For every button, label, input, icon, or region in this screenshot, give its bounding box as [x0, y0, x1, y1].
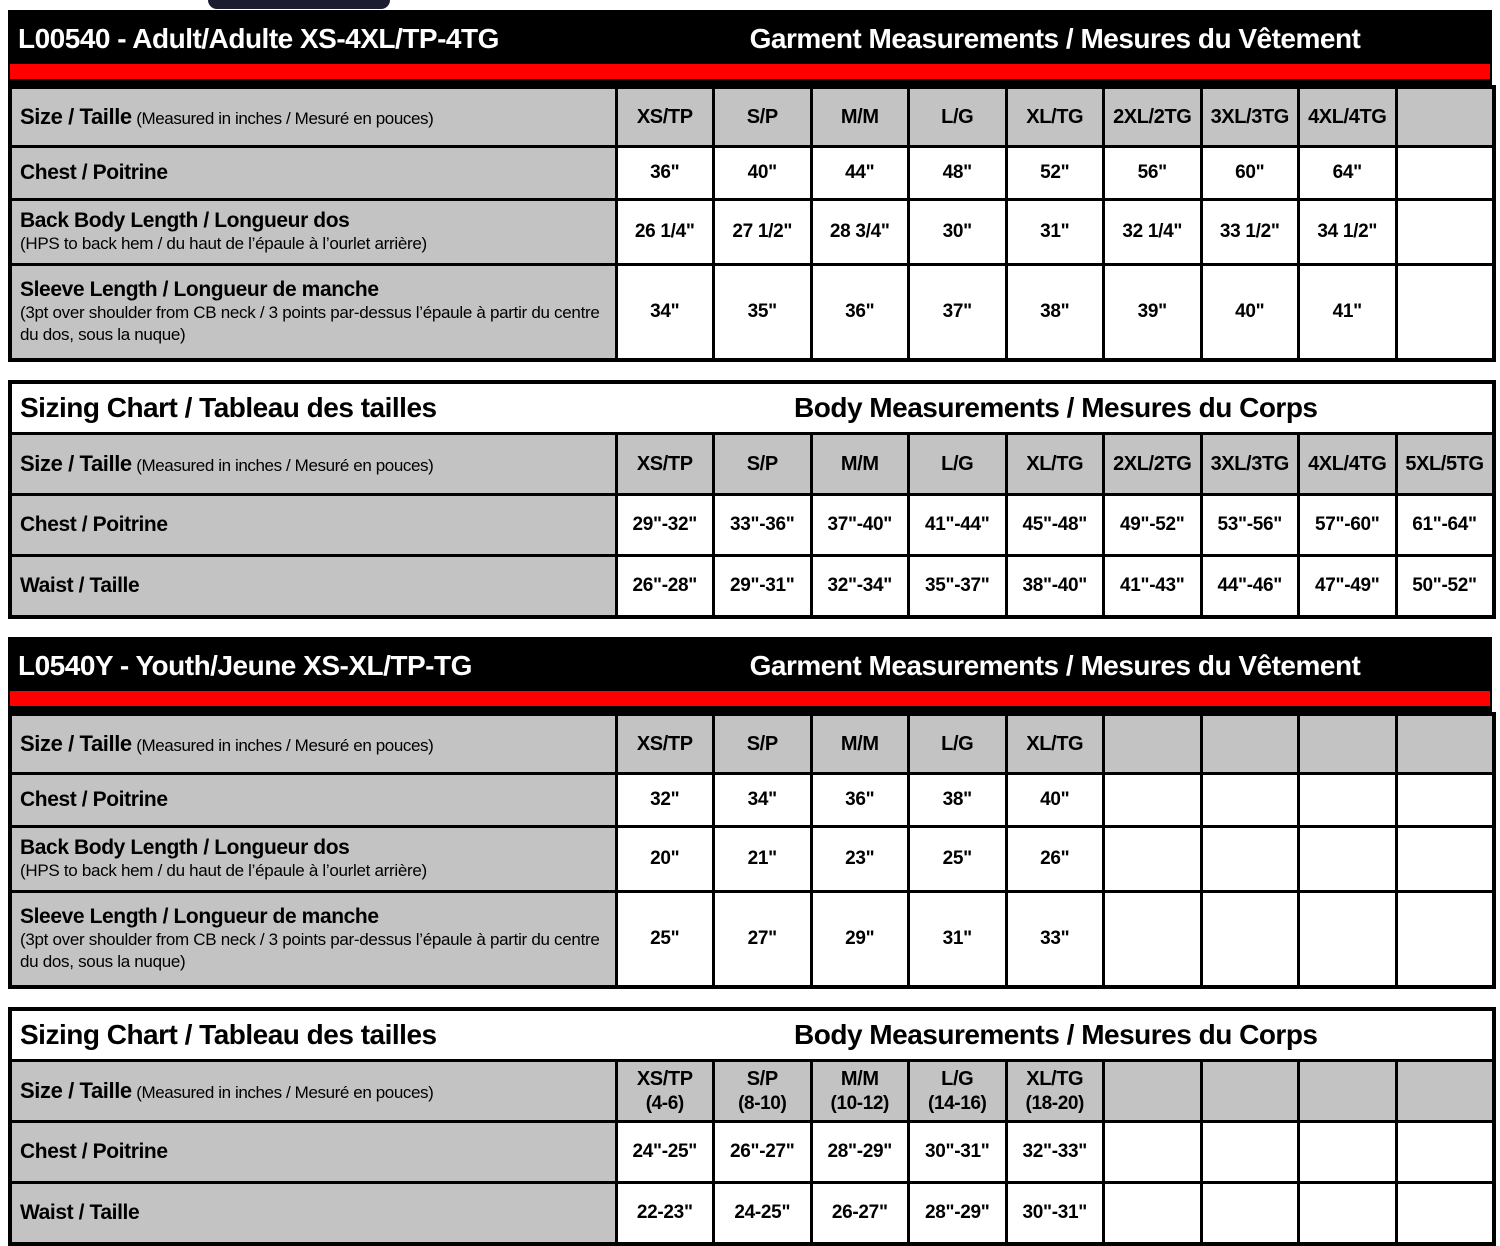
value-cell: 22-23" [616, 1183, 714, 1245]
value-cell [1104, 774, 1202, 827]
value-cell [1396, 265, 1494, 361]
value-cell: 23" [811, 827, 909, 892]
measure-row-2 [10, 827, 1494, 892]
row-label-cell [10, 892, 616, 988]
row-label: Chest / Poitrine [20, 161, 168, 184]
size-col-label: 4XL/4TG [1308, 452, 1387, 475]
value-cell: 49"-52" [1104, 495, 1202, 556]
measure-row-1 [10, 147, 1494, 200]
value-cell: 30"-31" [909, 1122, 1007, 1183]
size-col-header [811, 434, 909, 495]
value-cell [1104, 827, 1202, 892]
measure-row-2 [10, 556, 1494, 618]
size-col-label: M/M [840, 452, 879, 475]
value-cell [1396, 200, 1494, 265]
size-col-header [909, 87, 1007, 147]
value-cell: 37" [909, 265, 1007, 361]
value-cell: 27 1/2" [714, 200, 812, 265]
size-table-youth-garment [8, 712, 1496, 989]
value-cell [1104, 1122, 1202, 1183]
size-note: (Measured in inches / Mesuré en pouces) [136, 456, 434, 475]
size-col-range: (14-16) [928, 1092, 987, 1114]
value-cell: 37"-40" [811, 495, 909, 556]
value-cell: 31" [909, 892, 1007, 988]
value-cell: 27" [714, 892, 812, 988]
value-cell: 36" [616, 147, 714, 200]
value-cell: 26"-27" [714, 1122, 812, 1183]
table-subtitle: Body Measurements / Mesures du Corps [794, 392, 1318, 423]
header-row [10, 1061, 1494, 1122]
garment-band [8, 637, 1492, 712]
value-cell: 29" [811, 892, 909, 988]
value-cell: 25" [909, 827, 1007, 892]
garment-band [8, 10, 1492, 85]
size-note: (Measured in inches / Mesuré en pouces) [136, 1083, 434, 1102]
size-table-adult-garment [8, 85, 1496, 362]
size-col-label: L/G [941, 452, 974, 475]
size-col-header [714, 434, 812, 495]
size-col-header [811, 87, 909, 147]
value-cell [1201, 892, 1299, 988]
table-title: Sizing Chart / Tableau des tailles [20, 1019, 437, 1050]
value-cell [1396, 147, 1494, 200]
title-flex [12, 1019, 1492, 1051]
row-note: (3pt over shoulder from CB neck / 3 points par-dessus l’épaule à partir du centre du dos, sous la nuque) [20, 302, 600, 344]
value-cell: 32 1/4" [1104, 200, 1202, 265]
value-cell [1396, 1122, 1494, 1183]
value-cell [1201, 1122, 1299, 1183]
size-col-label: M/M [840, 732, 879, 755]
value-cell: 26-27" [811, 1183, 909, 1245]
value-cell: 44" [811, 147, 909, 200]
size-col-label: S/P [746, 105, 778, 128]
size-col-label: 2XL/2TG [1113, 452, 1192, 475]
value-cell: 35" [714, 265, 812, 361]
value-cell: 30" [909, 200, 1007, 265]
value-cell [1396, 774, 1494, 827]
size-label: Size / Taille [20, 1078, 132, 1103]
size-col-header [1006, 434, 1104, 495]
value-cell: 34" [714, 774, 812, 827]
red-stripe [10, 691, 1490, 706]
measure-row-3 [10, 892, 1494, 988]
value-cell: 50"-52" [1396, 556, 1494, 618]
value-cell: 52" [1006, 147, 1104, 200]
value-cell: 64" [1299, 147, 1397, 200]
size-col-label: XL/TG [1026, 732, 1084, 755]
size-col-label: XL/TG [1026, 452, 1084, 475]
value-cell: 24-25" [714, 1183, 812, 1245]
size-col-header [811, 714, 909, 774]
size-label-cell [10, 87, 616, 147]
tables-container [8, 10, 1492, 1246]
value-cell [1299, 827, 1397, 892]
size-col-header [616, 1061, 714, 1122]
title-row [10, 1009, 1494, 1061]
value-cell [1299, 1183, 1397, 1245]
size-col-range: (18-20) [1025, 1092, 1084, 1114]
size-col-header [616, 87, 714, 147]
size-label-cell [10, 434, 616, 495]
title-cell [10, 382, 1494, 434]
size-col-range: (10-12) [830, 1092, 889, 1114]
size-col-label: M/M [840, 105, 879, 128]
value-cell: 30"-31" [1006, 1183, 1104, 1245]
row-note: (3pt over shoulder from CB neck / 3 points par-dessus l’épaule à partir du centre du dos, sous la nuque) [20, 929, 600, 971]
row-label: Chest / Poitrine [20, 788, 168, 811]
row-label-cell [10, 265, 616, 361]
value-cell [1201, 1183, 1299, 1245]
size-col-header [616, 714, 714, 774]
size-table-adult-body [8, 380, 1496, 619]
value-cell: 61"-64" [1396, 495, 1494, 556]
row-note: (HPS to back hem / du haut de l’épaule à l’ourlet arrière) [20, 233, 427, 253]
value-cell: 33" [1006, 892, 1104, 988]
size-col-label: XS/TP [636, 732, 693, 755]
value-cell: 36" [811, 774, 909, 827]
value-cell: 44"-46" [1201, 556, 1299, 618]
size-col-header [909, 434, 1007, 495]
size-col-label: XL/TG [1026, 1067, 1084, 1090]
size-col-header [1104, 87, 1202, 147]
measure-row-3 [10, 265, 1494, 361]
size-col-label: XS/TP [636, 1067, 693, 1090]
size-col-header [1299, 434, 1397, 495]
size-col-label: S/P [746, 1067, 778, 1090]
value-cell [1201, 774, 1299, 827]
value-cell [1396, 827, 1494, 892]
row-label: Chest / Poitrine [20, 1140, 168, 1163]
size-col-range: (4-6) [645, 1092, 684, 1114]
size-col-header [714, 714, 812, 774]
size-label: Size / Taille [20, 731, 132, 756]
row-label: Chest / Poitrine [20, 513, 168, 536]
table-block-youth-body [8, 1007, 1492, 1246]
size-label-cell [10, 1061, 616, 1122]
size-col-label: XS/TP [636, 105, 693, 128]
size-col-header [1396, 87, 1494, 147]
value-cell [1201, 827, 1299, 892]
row-label: Waist / Taille [20, 574, 140, 597]
size-col-label: 4XL/4TG [1308, 105, 1387, 128]
row-label-cell [10, 200, 616, 265]
value-cell: 26"-28" [616, 556, 714, 618]
band-row [8, 643, 1492, 689]
size-note: (Measured in inches / Mesuré en pouces) [136, 109, 434, 128]
value-cell [1396, 1183, 1494, 1245]
size-label: Size / Taille [20, 104, 132, 129]
row-label-cell [10, 1183, 616, 1245]
size-col-header [1006, 87, 1104, 147]
value-cell: 26 1/4" [616, 200, 714, 265]
tab-remnant-decor [208, 0, 390, 9]
value-cell [1299, 892, 1397, 988]
size-col-header [811, 1061, 909, 1122]
value-cell: 32"-34" [811, 556, 909, 618]
row-label-cell [10, 774, 616, 827]
measure-row-2 [10, 200, 1494, 265]
size-col-header [1006, 714, 1104, 774]
measure-row-1 [10, 495, 1494, 556]
value-cell [1299, 774, 1397, 827]
table-block-youth-garment [8, 637, 1492, 989]
value-cell: 35"-37" [909, 556, 1007, 618]
band-title: L00540 - Adult/Adulte XS-4XL/TP-4TG [18, 23, 499, 54]
size-col-header [1396, 1061, 1494, 1122]
size-col-label: S/P [746, 732, 778, 755]
value-cell: 56" [1104, 147, 1202, 200]
size-col-header [1396, 714, 1494, 774]
title-row [10, 382, 1494, 434]
size-col-range: (8-10) [738, 1092, 787, 1114]
table-subtitle: Body Measurements / Mesures du Corps [794, 1019, 1318, 1050]
size-col-header [909, 714, 1007, 774]
size-col-header [1201, 434, 1299, 495]
size-col-label: S/P [746, 452, 778, 475]
size-col-header [1201, 87, 1299, 147]
size-col-header [714, 87, 812, 147]
value-cell: 60" [1201, 147, 1299, 200]
row-label-cell [10, 556, 616, 618]
size-col-header [1104, 1061, 1202, 1122]
band-title: L0540Y - Youth/Jeune XS-XL/TP-TG [18, 650, 472, 681]
size-col-label: 5XL/5TG [1405, 452, 1484, 475]
size-col-label: 3XL/3TG [1210, 105, 1289, 128]
row-label: Back Body Length / Longueur dos [20, 208, 350, 232]
size-table-youth-body [8, 1007, 1496, 1246]
row-label-cell [10, 147, 616, 200]
red-stripe [10, 64, 1490, 79]
value-cell: 40" [714, 147, 812, 200]
table-block-adult-body [8, 380, 1492, 619]
value-cell: 40" [1006, 774, 1104, 827]
row-note: (HPS to back hem / du haut de l’épaule à l’ourlet arrière) [20, 860, 427, 880]
size-col-header [1006, 1061, 1104, 1122]
size-col-header [1396, 434, 1494, 495]
size-col-header [1299, 1061, 1397, 1122]
size-col-label: XL/TG [1026, 105, 1084, 128]
title-cell [10, 1009, 1494, 1061]
value-cell: 21" [714, 827, 812, 892]
band-subtitle: Garment Measurements / Mesures du Vêtement [749, 23, 1361, 54]
row-label-cell [10, 495, 616, 556]
header-row [10, 434, 1494, 495]
value-cell: 34" [616, 265, 714, 361]
size-col-header [1299, 714, 1397, 774]
row-label-cell [10, 1122, 616, 1183]
value-cell [1396, 892, 1494, 988]
size-label-cell [10, 714, 616, 774]
value-cell: 41"-43" [1104, 556, 1202, 618]
table-title: Sizing Chart / Tableau des tailles [20, 392, 437, 423]
band-row [8, 16, 1492, 62]
header-row [10, 87, 1494, 147]
table-block-adult-garment [8, 10, 1492, 362]
band-subtitle: Garment Measurements / Mesures du Vêtement [749, 650, 1361, 681]
value-cell: 26" [1006, 827, 1104, 892]
value-cell: 34 1/2" [1299, 200, 1397, 265]
value-cell [1104, 1183, 1202, 1245]
size-col-header [1201, 1061, 1299, 1122]
value-cell: 20" [616, 827, 714, 892]
value-cell: 40" [1201, 265, 1299, 361]
value-cell: 31" [1006, 200, 1104, 265]
size-col-label: L/G [941, 105, 974, 128]
row-label-cell [10, 827, 616, 892]
value-cell: 57"-60" [1299, 495, 1397, 556]
value-cell: 28"-29" [909, 1183, 1007, 1245]
value-cell: 48" [909, 147, 1007, 200]
size-col-label: XS/TP [636, 452, 693, 475]
value-cell [1299, 1122, 1397, 1183]
value-cell: 47"-49" [1299, 556, 1397, 618]
value-cell: 32" [616, 774, 714, 827]
size-col-label: L/G [941, 732, 974, 755]
row-label: Waist / Taille [20, 1201, 140, 1224]
value-cell: 38"-40" [1006, 556, 1104, 618]
value-cell [1104, 892, 1202, 988]
size-col-header [1201, 714, 1299, 774]
size-col-label: M/M [840, 1067, 879, 1090]
size-col-header [1104, 434, 1202, 495]
value-cell: 29"-31" [714, 556, 812, 618]
value-cell: 41"-44" [909, 495, 1007, 556]
size-col-header [714, 1061, 812, 1122]
value-cell: 33 1/2" [1201, 200, 1299, 265]
size-col-header [909, 1061, 1007, 1122]
value-cell: 24"-25" [616, 1122, 714, 1183]
value-cell: 38" [1006, 265, 1104, 361]
measure-row-1 [10, 1122, 1494, 1183]
value-cell: 38" [909, 774, 1007, 827]
size-col-header [616, 434, 714, 495]
size-col-label: 2XL/2TG [1113, 105, 1192, 128]
value-cell: 39" [1104, 265, 1202, 361]
measure-row-1 [10, 774, 1494, 827]
size-col-header [1299, 87, 1397, 147]
value-cell: 45"-48" [1006, 495, 1104, 556]
row-label: Back Body Length / Longueur dos [20, 835, 350, 859]
title-flex [12, 392, 1492, 424]
value-cell: 28"-29" [811, 1122, 909, 1183]
size-note: (Measured in inches / Mesuré en pouces) [136, 736, 434, 755]
size-label: Size / Taille [20, 451, 132, 476]
value-cell: 36" [811, 265, 909, 361]
value-cell: 41" [1299, 265, 1397, 361]
value-cell: 33"-36" [714, 495, 812, 556]
value-cell: 28 3/4" [811, 200, 909, 265]
size-col-label: L/G [941, 1067, 974, 1090]
row-label: Sleeve Length / Longueur de manche [20, 277, 379, 301]
value-cell: 25" [616, 892, 714, 988]
row-label: Sleeve Length / Longueur de manche [20, 904, 379, 928]
value-cell: 32"-33" [1006, 1122, 1104, 1183]
value-cell: 29"-32" [616, 495, 714, 556]
size-col-header [1104, 714, 1202, 774]
value-cell: 53"-56" [1201, 495, 1299, 556]
header-row [10, 714, 1494, 774]
measure-row-2 [10, 1183, 1494, 1245]
size-col-label: 3XL/3TG [1210, 452, 1289, 475]
